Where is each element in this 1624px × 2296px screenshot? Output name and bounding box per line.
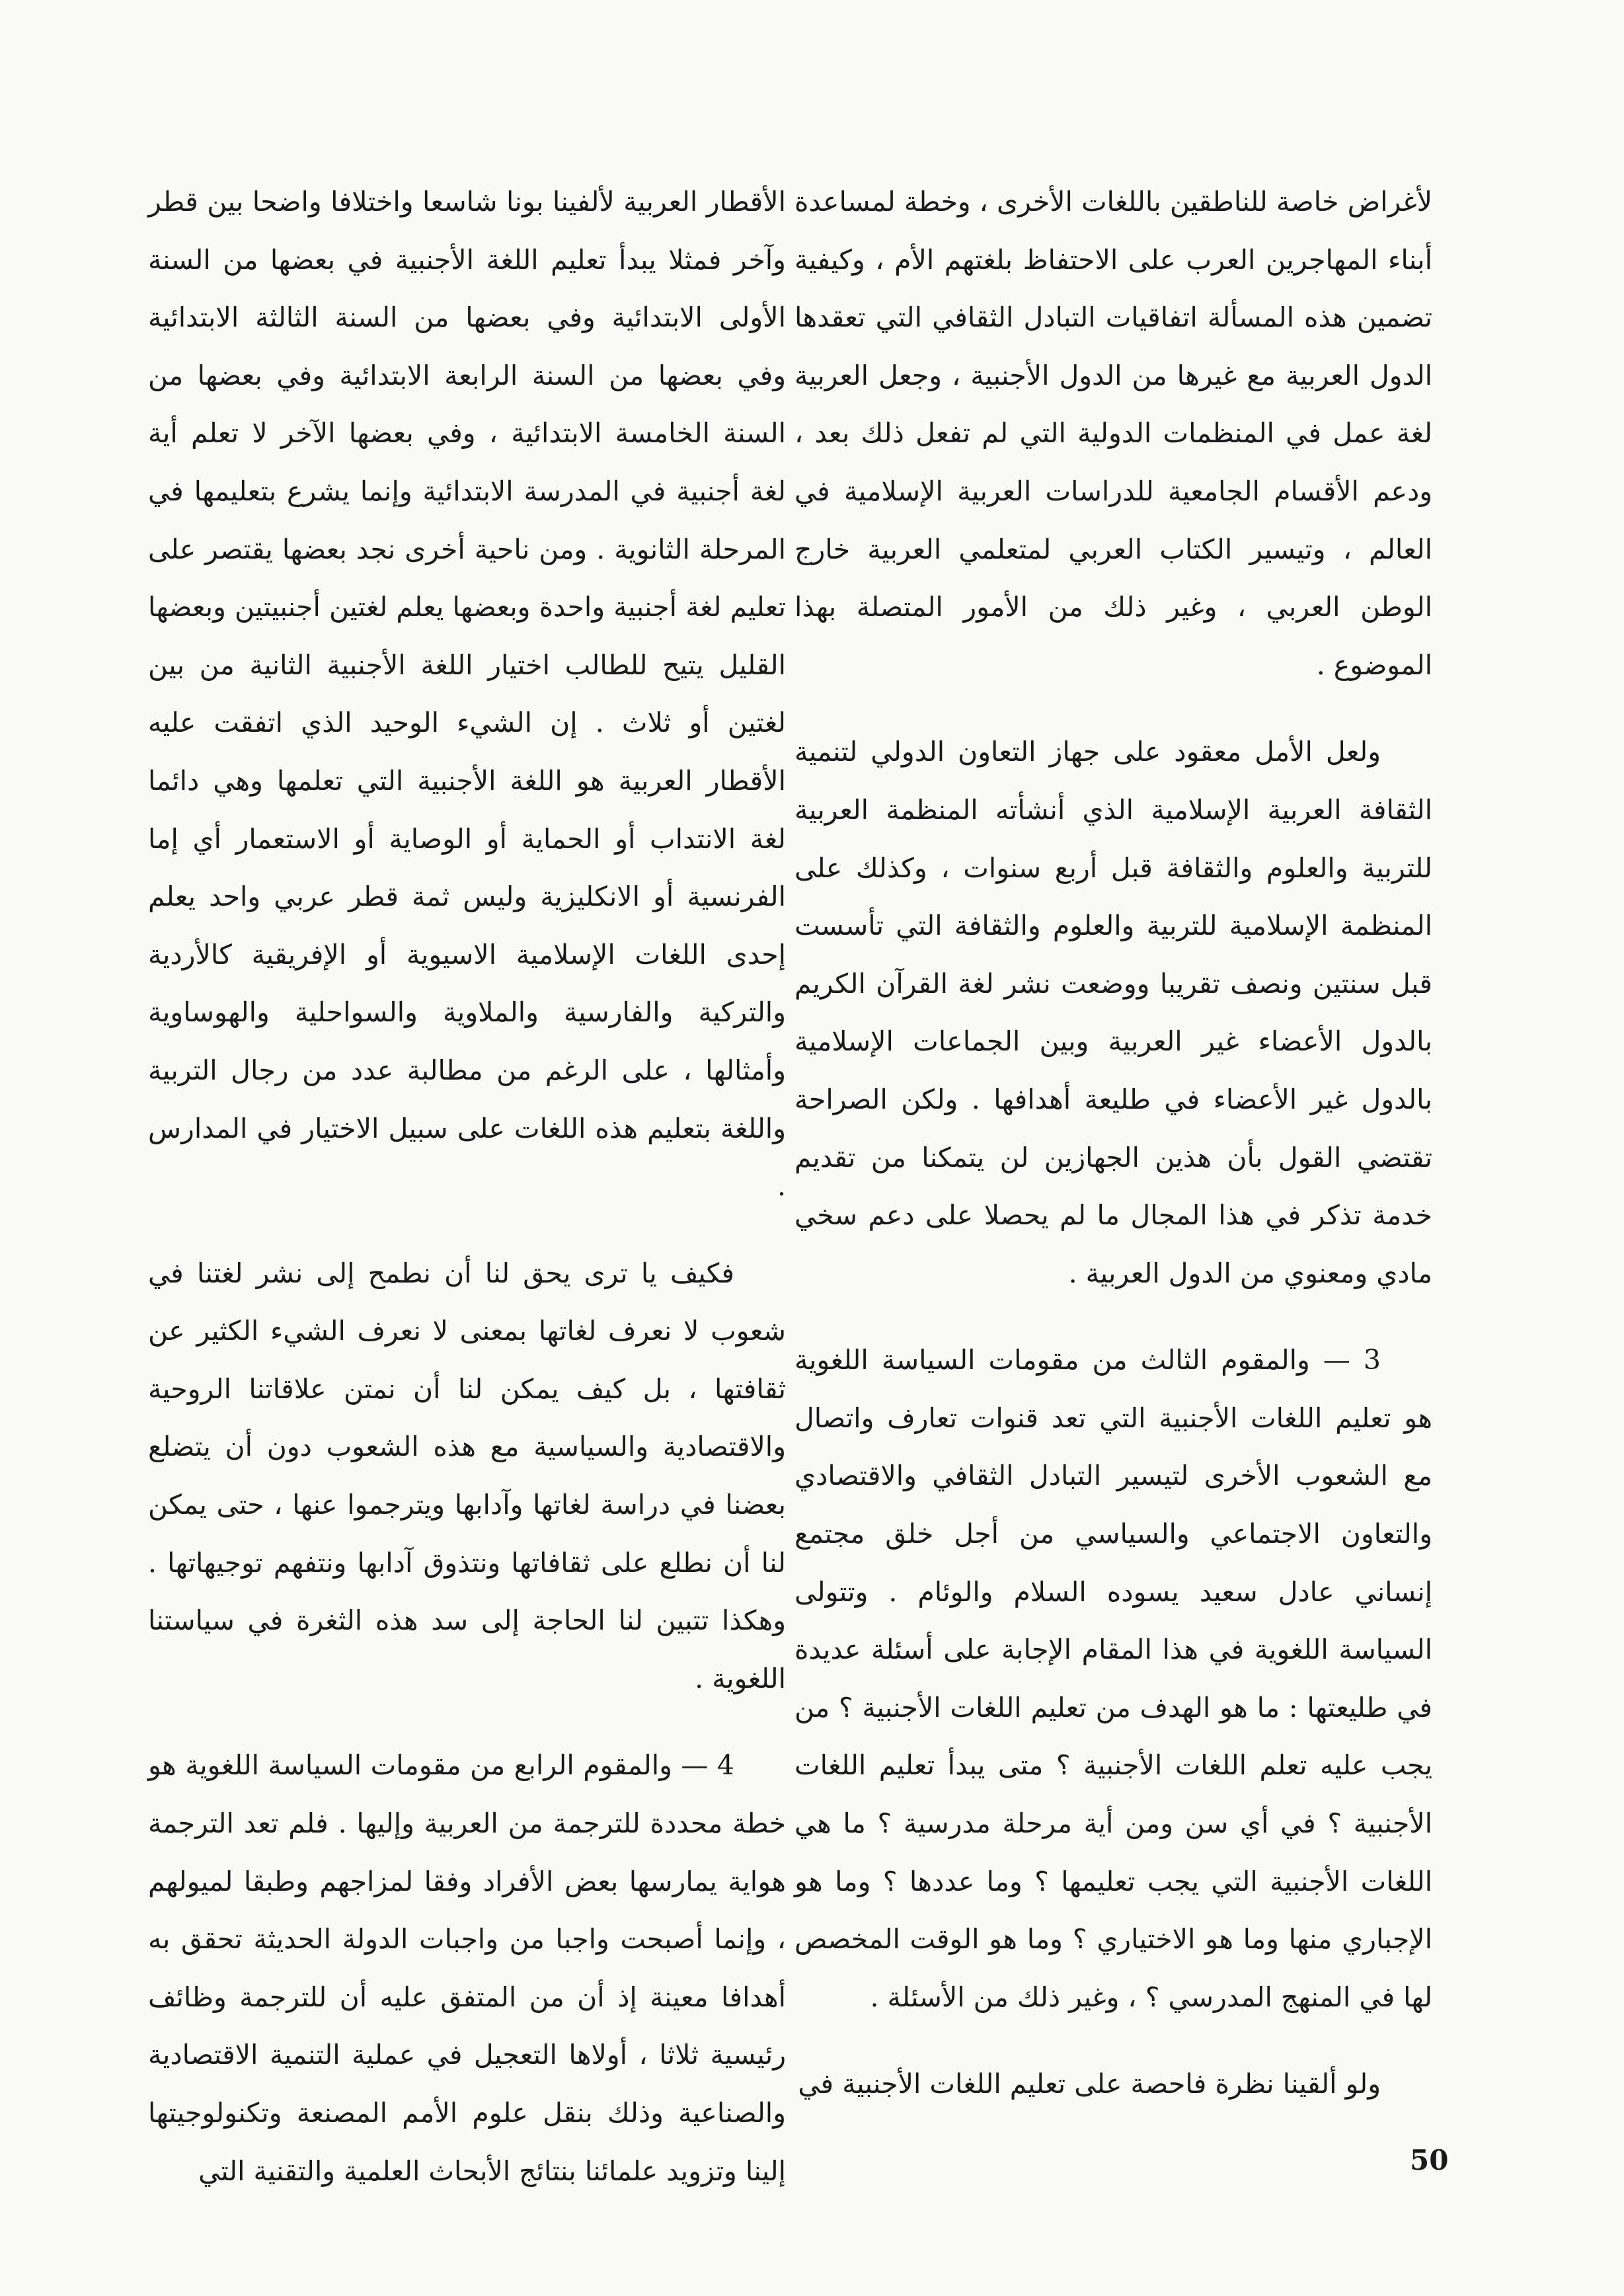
paragraph: لأغراض خاصة للناطقين باللغات الأخرى ، وخطة لمساعدة أبناء المهاجرين العرب على الاحتفاظ بلغتهم الأم ، وكيفية تضمين هذه المسألة اتفاقيات التبادل الثقافي التي تعقدها الدول العربية مع غيرها من الدول الأجنبية ، وجعل العربية لغة عمل في المنظمات الدولية التي لم تفعل ذلك بعد ، ودعم الأقسام الجامعية للدراسات العربية الإسلامية في العالم ، وتيسير الكتاب العربي لمتعلمي العربية خارج الوطن العربي ، وغير ذلك من الأمور المتصلة بهذا الموضوع . [794,186,1432,681]
paragraph: الأقطار العربية لألفينا بونا شاسعا واختلافا واضحا بين قطر وآخر فمثلا يبدأ تعليم اللغة الأجنبية في بعضها من السنة الأولى الابتدائية وفي بعضها من السنة الثالثة الابتدائية وفي بعضها من السنة الرابعة الابتدائية وفي بعضها من السنة الخامسة الابتدائية ، وفي بعضها الآخر لا تعلم أية لغة أجنبية في المدرسة الابتدائية وإنما يشرع بتعليمها في المرحلة الثانوية . ومن ناحية أخرى نجد بعضها يقتصر على تعليم لغة أجنبية واحدة وبعضها يعلم لغتين أجنبيتين وبعضها القليل يتيح للطالب اختيار اللغة الأجنبية الثانية من بين لغتين أو ثلاث . إن الشيء الوحيد الذي اتفقت عليه الأقطار العربية هو اللغة الأجنبية التي تعلمها وهي دائما لغة الانتداب أو الحماية أو الوصاية أو الاستعمار أي إما الفرنسية أو الانكليزية وليس ثمة قطر عربي واحد يعلم إحدى اللغات الإسلامية الاسيوية أو الإفريقية كالأردية والتركية والفارسية والملاوية والسواحلية والهوساوية وأمثالها ، على الرغم من مطالبة عدد من رجال التربية واللغة بتعليم هذه اللغات على سبيل الاختيار في المدارس . [148,186,786,1203]
paragraph: 3 — والمقوم الثالث من مقومات السياسة اللغوية هو تعليم اللغات الأجنبية التي تعد قنوات تعارف واتصال مع الشعوب الأخرى لتيسير التبادل الثقافي والاقتصادي والتعاون الاجتماعي والسياسي من أجل خلق مجتمع إنساني عادل سعيد يسوده السلام والوئام . وتتولى السياسة اللغوية في هذا المقام الإجابة على أسئلة عديدة في طليعتها : ما هو الهدف من تعليم اللغات الأجنبية ؟ من يجب عليه تعلم اللغات الأجنبية ؟ متى يبدأ تعليم اللغات الأجنبية ؟ في أي سن ومن أية مرحلة مدرسية ؟ ما هي اللغات الأجنبية التي يجب تعليمها ؟ وما عددها ؟ وما هو الإجباري منها وما هو الاختياري ؟ وما هو الوقت المخصص لها في المنهج المدرسي ؟ ، وغير ذلك من الأسئلة . [794,1344,1432,2013]
paragraph: ولعل الأمل معقود على جهاز التعاون الدولي لتنمية الثقافة العربية الإسلامية الذي أنشأته المنظمة العربية للتربية والعلوم والثقافة قبل أربع سنوات ، وكذلك على المنظمة الإسلامية للتربية والعلوم والثقافة التي تأسست قبل سنتين ونصف تقريبا ووضعت نشر لغة القرآن الكريم بالدول الأعضاء غير العربية وبين الجماعات الإسلامية بالدول غير الأعضاء في طليعة أهدافها . ولكن الصراحة تقتضي القول بأن هذين الجهازين لن يتمكنا من تقديم خدمة تذكر في هذا المجال ما لم يحصلا على دعم سخي مادي ومعنوي من الدول العربية . [794,736,1433,1289]
page-number: 50 [1410,2144,1449,2176]
left-column [148,173,786,2229]
paragraph: فكيف يا ترى يحق لنا أن نطمح إلى نشر لغتنا في شعوب لا نعرف لغاتها بمعنى لا نعرف الشيء الكثير عن ثقافتها ، بل كيف يمكن لنا أن نمتن علاقاتنا الروحية والاقتصادية والسياسية مع هذه الشعوب دون أن يتضلع بعضنا في دراسة لغاتها وآدابها ويترجموا عنها ، حتى يمكن لنا أن نطلع على ثقافاتها ونتذوق آدابها ونتفهم توجيهاتها . وهكذا تتبين لنا الحاجة إلى سد هذه الثغرة في سياستنا اللغوية . [148,1257,786,1694]
paragraph: ولو ألقينا نظرة فاحصة على تعليم اللغات الأجنبية في [798,2068,1381,2100]
right-column [794,173,1432,2143]
paragraph: 4 — والمقوم الرابع من مقومات السياسة اللغوية هو خطة محددة للترجمة من العربية وإليها . فلم تعد الترجمة هواية يمارسها بعض الأفراد وفقا لمزاجهم وطبقا لميولهم ، وإنما أصبحت واجبا من واجبات الدولة الحديثة تحقق به أهدافا معينة إذ أن من المتفق عليه أن للترجمة وظائف رئيسية ثلاثا ، أولاها التعجيل في عملية التنمية الاقتصادية والصناعية وذلك بنقل علوم الأمم المصنعة وتكنولوجيتها إلينا وتزويد علمائنا بنتائج الأبحاث العلمية والتقنية التي [148,1749,786,2187]
